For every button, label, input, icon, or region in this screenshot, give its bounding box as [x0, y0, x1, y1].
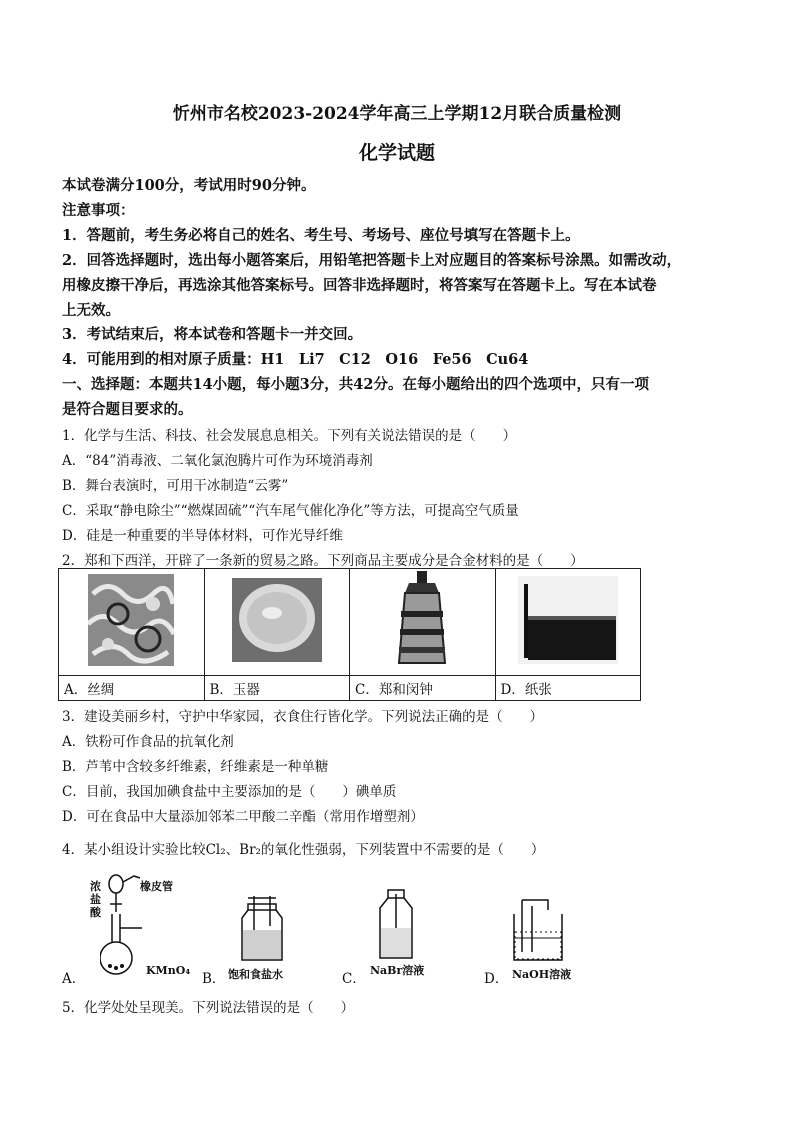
- q4-a-tube-label: 橡皮管: [140, 880, 173, 893]
- q4-b-reagent: 饱和食盐水: [228, 968, 283, 981]
- q4-stem: 4．某小组设计实验比较Cl₂、Br₂的氧化性强弱，下列装置中不需要的是（ ）: [62, 842, 545, 858]
- q4-option-a-letter: A．: [62, 971, 86, 987]
- q2-image-cell-a: [59, 569, 205, 676]
- q2-option-b: B．玉器: [204, 676, 350, 701]
- q4-c-reagent: NaBr溶液: [370, 964, 425, 977]
- q5-stem: 5．化学处处呈现美。下列说法错误的是（ ）: [62, 1000, 355, 1016]
- note-2-line1: 2．回答选择题时，选出每小题答案后，用铅笔把答题卡上对应题目的答案标号涂黑。如需改动，: [62, 252, 682, 269]
- q3-option-c: C．目前，我国加碘食盐中主要添加的是（ ）碘单质: [62, 784, 397, 800]
- q1-option-d: D．硅是一种重要的半导体材料，可作光导纤维: [62, 528, 343, 544]
- exam-title: 忻州市名校2023-2024学年高三上学期12月联合质量检测: [172, 104, 622, 124]
- q3-stem: 3．建设美丽乡村，守护中华家园，衣食住行皆化学。下列说法正确的是（ ）: [62, 709, 544, 725]
- q1-option-b: B．舞台表演时，可用干冰制造“云雾”: [62, 478, 289, 494]
- q4-option-c-letter: C．: [342, 971, 366, 987]
- section-heading-line2: 是符合题目要求的。: [62, 401, 193, 418]
- section-heading-line1: 一、选择题：本题共14小题，每小题3分，共42分。在每小题给出的四个选项中，只有一项: [62, 376, 649, 393]
- q2-option-a: A．丝绸: [59, 676, 205, 701]
- q3-option-a: A．铁粉可作食品的抗氧化剂: [62, 734, 234, 750]
- q2-option-d: D．纸张: [495, 676, 641, 701]
- q2-image-cell-b: [204, 569, 350, 676]
- q3-option-d: D．可在食品中大量添加邻苯二甲酸二辛酯（常用作增塑剂）: [62, 809, 424, 825]
- q2-stem: 2．郑和下西洋，开辟了一条新的贸易之路。下列商品主要成分是合金材料的是（ ）: [62, 553, 584, 569]
- silk-image: [88, 574, 174, 666]
- q4-a-label-2: 盐: [90, 893, 101, 906]
- flask-apparatus-icon: [100, 872, 160, 980]
- beaker-icon: [510, 896, 570, 964]
- q4-a-label-1: 浓: [90, 880, 101, 893]
- bell-image: [387, 571, 457, 669]
- q3-option-b: B．芦苇中含较多纤维素，纤维素是一种单糖: [62, 759, 329, 775]
- wash-bottle-icon: [238, 896, 286, 964]
- q4-d-reagent: NaOH溶液: [512, 968, 572, 981]
- q4-a-reagent: KMnO₄: [146, 964, 191, 977]
- note-2-line3: 上无效。: [62, 302, 120, 319]
- reagent-bottle-icon: [372, 888, 420, 960]
- q2-image-cell-c: [350, 569, 496, 676]
- notes-heading: 注意事项：: [62, 202, 135, 219]
- q4-a-label-3: 酸: [90, 906, 101, 919]
- subject-title: 化学试题: [358, 142, 435, 164]
- q2-option-c: C．郑和闵钟: [350, 676, 496, 701]
- q4-option-b-letter: B．: [202, 971, 226, 987]
- note-4: 4．可能用到的相对原子质量：H1 Li7 C12 O16 Fe56 Cu64: [62, 351, 529, 368]
- q4-option-d-letter: D．: [484, 971, 509, 987]
- q2-options-table: [58, 568, 641, 701]
- note-1: 1．答题前，考生务必将自己的姓名、考生号、考场号、座位号填写在答题卡上。: [62, 227, 580, 244]
- note-3: 3．考试结束后，将本试卷和答题卡一并交回。: [62, 326, 363, 343]
- score-info: 本试卷满分100分，考试用时90分钟。: [62, 177, 316, 194]
- q2-image-cell-d: [495, 569, 641, 676]
- jade-image: [232, 578, 322, 662]
- paper-image: [518, 576, 618, 664]
- note-2-line2: 用橡皮擦干净后，再选涂其他答案标号。回答非选择题时，将答案写在答题卡上。写在本试卷: [62, 277, 657, 294]
- q1-option-c: C．采取“静电除尘”“燃煤固硫”“汽车尾气催化净化”等方法，可提高空气质量: [62, 503, 519, 519]
- q1-stem: 1．化学与生活、科技、社会发展息息相关。下列有关说法错误的是（ ）: [62, 428, 517, 444]
- q1-option-a: A．“84”消毒液、二氧化氯泡腾片可作为环境消毒剂: [62, 453, 373, 469]
